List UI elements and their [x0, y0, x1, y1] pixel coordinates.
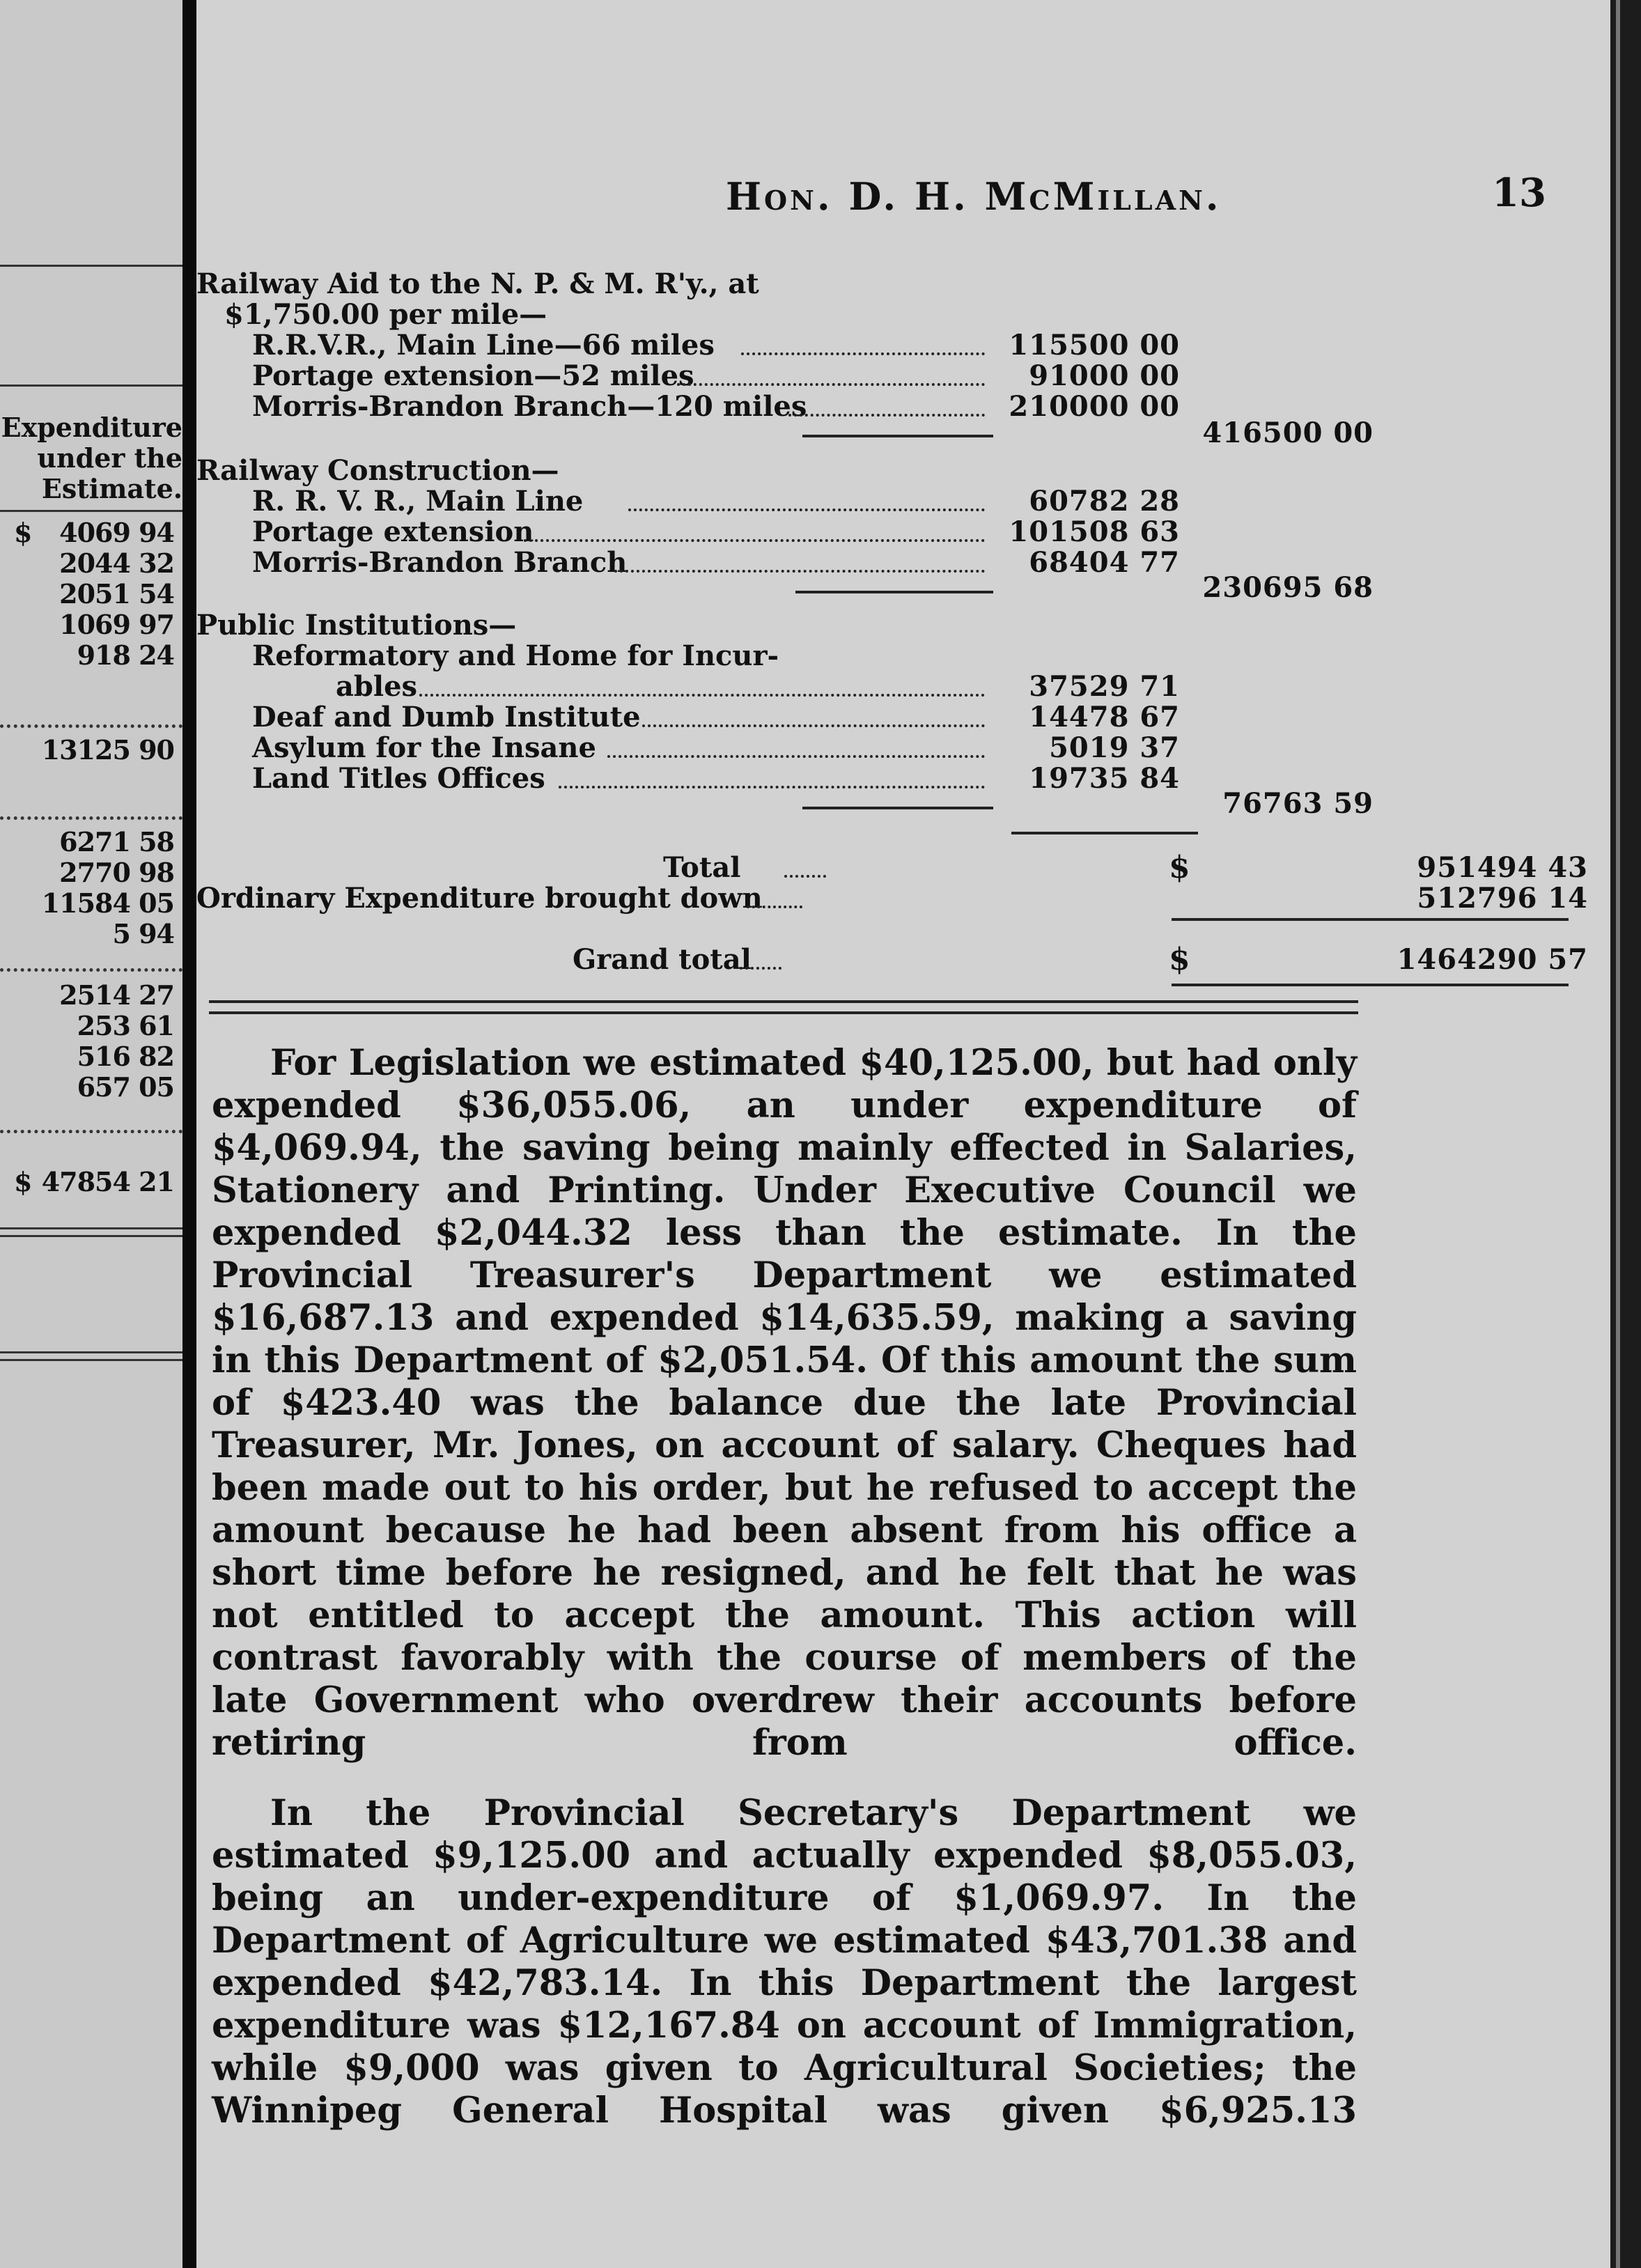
section-heading: $1,750.00 per mile—: [224, 298, 547, 331]
list-item: [0, 1041, 182, 1071]
header-line: Expenditure: [1, 412, 182, 443]
row-label: Land Titles Offices: [252, 762, 545, 795]
section-subtotal: 416500 00: [1202, 417, 1374, 449]
grand-total-amount: 1464290 57: [1397, 943, 1588, 976]
list-item: [0, 639, 182, 670]
main-page: [196, 0, 1610, 2268]
amount: 253 61: [77, 1010, 174, 1041]
row-amount: 512796 14: [1417, 882, 1588, 915]
list-item: [0, 918, 182, 949]
list-item: [0, 517, 182, 547]
previous-page-strip: [0, 0, 194, 2268]
leader-dots: [747, 906, 802, 908]
row-amount: 14478 67: [1029, 701, 1180, 733]
currency-sign: $: [1169, 850, 1190, 885]
page-edge: [1610, 0, 1641, 2268]
row-label: Portage extension: [252, 515, 534, 548]
section-heading: Public Institutions—: [196, 609, 517, 642]
row-label: R. R. V. R., Main Line: [252, 485, 584, 518]
leader-dots: [524, 539, 985, 542]
double-rule: [0, 1351, 182, 1361]
grand-total-label: Grand total: [573, 943, 752, 976]
expenditure-list: [0, 826, 182, 949]
currency-sign: $: [14, 517, 33, 548]
leader-dots: [559, 786, 985, 789]
list-item: [0, 734, 182, 765]
expenditure-total: [0, 1166, 182, 1197]
section-subtotal: 76763 59: [1222, 787, 1374, 820]
row-label: Morris-Brandon Branch: [252, 546, 628, 579]
row-amount: 115500 00: [1009, 329, 1180, 362]
expenditure-list: [0, 979, 182, 1102]
total-label: Total: [663, 851, 741, 884]
row-amount: 19735 84: [1029, 762, 1180, 795]
row-amount: 101508 63: [1009, 515, 1180, 548]
row-label: Morris-Brandon Branch—120 miles: [252, 390, 807, 423]
dotted-rule: [0, 816, 182, 820]
dotted-rule: [0, 1130, 182, 1133]
row-amount: 91000 00: [1029, 359, 1180, 392]
amount: 2044 32: [59, 547, 174, 579]
sum-rule: [1011, 832, 1198, 834]
currency-sign: $: [14, 1166, 33, 1197]
page-number: 13: [1492, 170, 1546, 216]
row-label: ables: [336, 670, 418, 703]
leader-dots: [784, 875, 826, 878]
leader-dots: [628, 508, 985, 511]
book-gutter: [182, 0, 198, 2268]
amount: 11584 05: [41, 887, 174, 919]
section-heading: Railway Aid to the N. P. & M. R'y., at: [196, 267, 759, 300]
amount: 5 94: [112, 918, 174, 949]
dotted-rule: [0, 724, 182, 728]
row-amount: 37529 71: [1029, 670, 1180, 703]
list-item: [0, 609, 182, 639]
dotted-rule: [0, 968, 182, 972]
expenditure-column-header: [0, 412, 182, 504]
amount: 2051 54: [59, 578, 174, 609]
running-head: Hon. D. H. McMillan.: [726, 174, 1222, 219]
left-rule: [0, 510, 182, 512]
sum-rule: [795, 591, 993, 593]
leader-dots: [607, 755, 985, 758]
amount: 516 82: [77, 1041, 174, 1072]
paragraph: In the Provincial Secretary's Department we estimated $9,125.00 and actually expended $8,055.03, being an under-expenditure of $1,069.97. In the Department of Agriculture we estimated $43,701.38 and expended $42,783.14. In this Department the largest expenditure was $12,167.84 on account of Immigration, while $9,000 was given to Agricultural Societies; the Winnipeg General Hospital was given $6,925.13: [212, 1792, 1357, 2131]
amount: 4069 94: [59, 517, 174, 548]
currency-sign: $: [1169, 942, 1190, 977]
page-edge-line: [1616, 0, 1620, 2268]
list-item: [0, 979, 182, 1010]
left-rule: [0, 385, 182, 387]
list-item: [0, 578, 182, 609]
row-amount: 5019 37: [1049, 731, 1180, 764]
row-label: Asylum for the Insane: [252, 731, 596, 764]
leader-dots: [614, 570, 985, 573]
list-item: [0, 857, 182, 887]
row-amount: 210000 00: [1009, 390, 1180, 423]
amount: 2770 98: [59, 857, 174, 888]
section-subtotal: 230695 68: [1202, 571, 1374, 604]
amount: 47854 21: [41, 1166, 174, 1197]
sum-rule: [1172, 918, 1569, 921]
leader-dots: [677, 383, 985, 386]
section-divider: [209, 1000, 1358, 1014]
list-item: [0, 1010, 182, 1041]
sum-rule: [802, 435, 993, 437]
row-label: Ordinary Expenditure brought down: [196, 882, 763, 915]
amount: 13125 90: [41, 734, 174, 766]
list-item: [0, 547, 182, 578]
header-line: Estimate.: [41, 473, 182, 504]
sum-rule: [802, 807, 993, 809]
paragraph: For Legislation we estimated $40,125.00, but had only expended $36,055.06, an under expenditure of $4,069.94, the saving being mainly effected in Salaries, Stationery and Printing. Under Executive Council we expended $2,044.32 less than the estimate. In the Provincial Treasurer's Department we estimated $16,687.13 and expended $14,635.59, making a saving in this Department of $2,051.54. Of this amount the sum of $423.40 was the balance due the late Provincial Treasurer, Mr. Jones, on account of salary. Cheques had been made out to his order, but he refused to accept the amount because he had been absent from his office a short time before he resigned, and he felt that he was not entitled to accept the amount. This action will contrast favorably with the course of members of the late Government who overdrew their accounts before retiring from office.: [212, 1042, 1357, 1764]
leader-dots: [741, 352, 985, 355]
list-item: [0, 1071, 182, 1102]
list-item: [0, 887, 182, 918]
row-amount: 68404 77: [1029, 546, 1180, 579]
leader-dots: [788, 414, 985, 417]
double-rule: [0, 1227, 182, 1237]
total-amount: 951494 43: [1417, 851, 1588, 884]
section-heading: Railway Construction—: [196, 454, 559, 487]
amount: 918 24: [77, 639, 174, 671]
header-line: under the: [37, 442, 182, 474]
body-text: [212, 1042, 1357, 2132]
row-label: Portage extension—52 miles: [252, 359, 694, 392]
leader-dots: [419, 694, 985, 697]
amount: 2514 27: [59, 979, 174, 1011]
row-label: Reformatory and Home for Incur-: [252, 639, 779, 672]
leader-dots: [642, 724, 985, 727]
leader-dots: [740, 967, 781, 970]
amount: 6271 58: [59, 826, 174, 857]
row-label: R.R.V.R., Main Line—66 miles: [252, 329, 715, 362]
row-label: Deaf and Dumb Institute: [252, 701, 641, 733]
amount: 657 05: [77, 1071, 174, 1103]
amount: 1069 97: [59, 609, 174, 640]
row-amount: 60782 28: [1029, 485, 1180, 518]
list-item: [0, 826, 182, 857]
sum-rule: [1172, 984, 1569, 986]
left-rule: [0, 265, 182, 267]
expenditure-list: [0, 517, 182, 670]
